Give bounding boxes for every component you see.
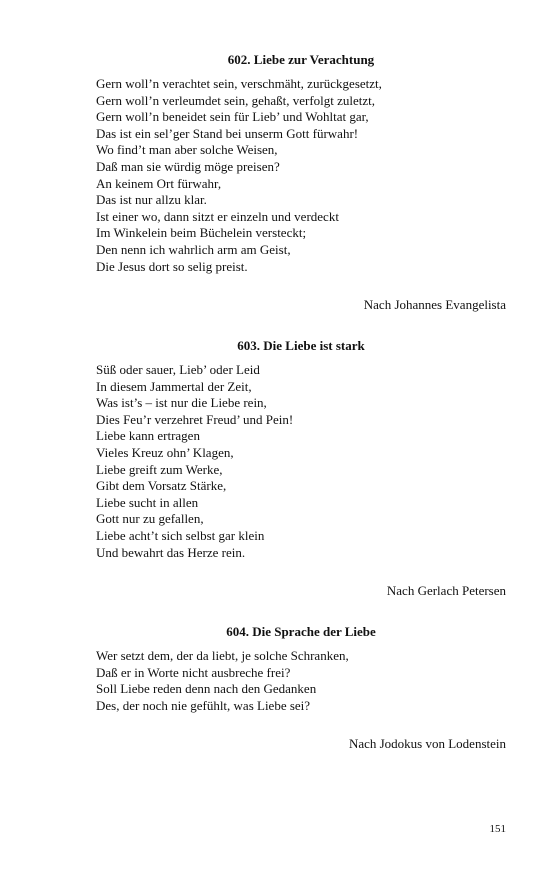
verse-line: Des, der noch nie gefühlt, was Liebe sei?: [96, 697, 311, 713]
poem-603: [96, 338, 506, 599]
verse-line: Wo find’t man aber solche Weisen,: [96, 142, 278, 158]
verse-list: [96, 648, 506, 714]
verse-line: Gott nur zu gefallen,: [96, 511, 204, 527]
verse-line: Gern woll’n verachtet sein, verschmäht, zurückgesetzt,: [96, 76, 382, 91]
verse-line: Daß er in Worte nicht ausbreche frei?: [96, 664, 291, 680]
poem-602: [96, 52, 506, 313]
verse-line: Ist einer wo, dann sitzt er einzeln und verdeckt: [96, 208, 339, 224]
verse-line: Den nenn ich wahrlich arm am Geist,: [96, 241, 291, 257]
page-number: 151: [489, 823, 506, 835]
verse-line: Gern woll’n verleumdet sein, gehaßt, verfolgt zuletzt,: [96, 92, 376, 108]
verse-line: In diesem Jammertal der Zeit,: [96, 378, 252, 394]
verse-line: Gern woll’n beneidet sein für Lieb’ und Wohltat gar,: [96, 109, 369, 125]
verse-line: Daß man sie würdig möge preisen?: [96, 158, 280, 174]
poem-title: 604. Die Sprache der Liebe: [226, 624, 376, 639]
verse-line: Die Jesus dort so selig preist.: [96, 258, 248, 274]
verse-line: Was ist’s – ist nur die Liebe rein,: [96, 395, 267, 411]
verse-list: [96, 362, 506, 561]
poem-title: 602. Liebe zur Verachtung: [227, 52, 375, 67]
poem-604: [96, 624, 506, 752]
verse-line: Das ist ein sel’ger Stand bei unserm Gott fürwahr!: [96, 125, 359, 141]
verse-line: Vieles Kreuz ohn’ Klagen,: [96, 444, 234, 460]
poem-attribution: Nach Johannes Evangelista: [363, 297, 506, 313]
poem-title: 603. Die Liebe ist stark: [237, 338, 365, 353]
verse-line: Liebe kann ertragen: [96, 428, 200, 444]
verse-line: Gibt dem Vorsatz Stärke,: [96, 478, 227, 494]
verse-line: Liebe acht’t sich selbst gar klein: [96, 527, 265, 543]
verse-line: Soll Liebe reden denn nach den Gedanken: [96, 681, 317, 697]
verse-line: Und bewahrt das Herze rein.: [96, 544, 246, 560]
verse-line: Liebe greift zum Werke,: [96, 461, 223, 477]
verse-line: Das ist nur allzu klar.: [96, 192, 207, 208]
verse-line: Im Winkelein beim Büchelein versteckt;: [96, 225, 307, 241]
verse-line: Süß oder sauer, Lieb’ oder Leid: [96, 362, 260, 377]
verse-line: Liebe sucht in allen: [96, 494, 199, 510]
poem-attribution: Nach Gerlach Petersen: [386, 583, 506, 599]
verse-line: Wer setzt dem, der da liebt, je solche Schranken,: [96, 648, 349, 663]
verse-list: [96, 76, 506, 275]
verse-line: Dies Feu’r verzehret Freud’ und Pein!: [96, 411, 294, 427]
poem-attribution: Nach Jodokus von Lodenstein: [348, 736, 506, 752]
verse-line: An keinem Ort fürwahr,: [96, 175, 222, 191]
